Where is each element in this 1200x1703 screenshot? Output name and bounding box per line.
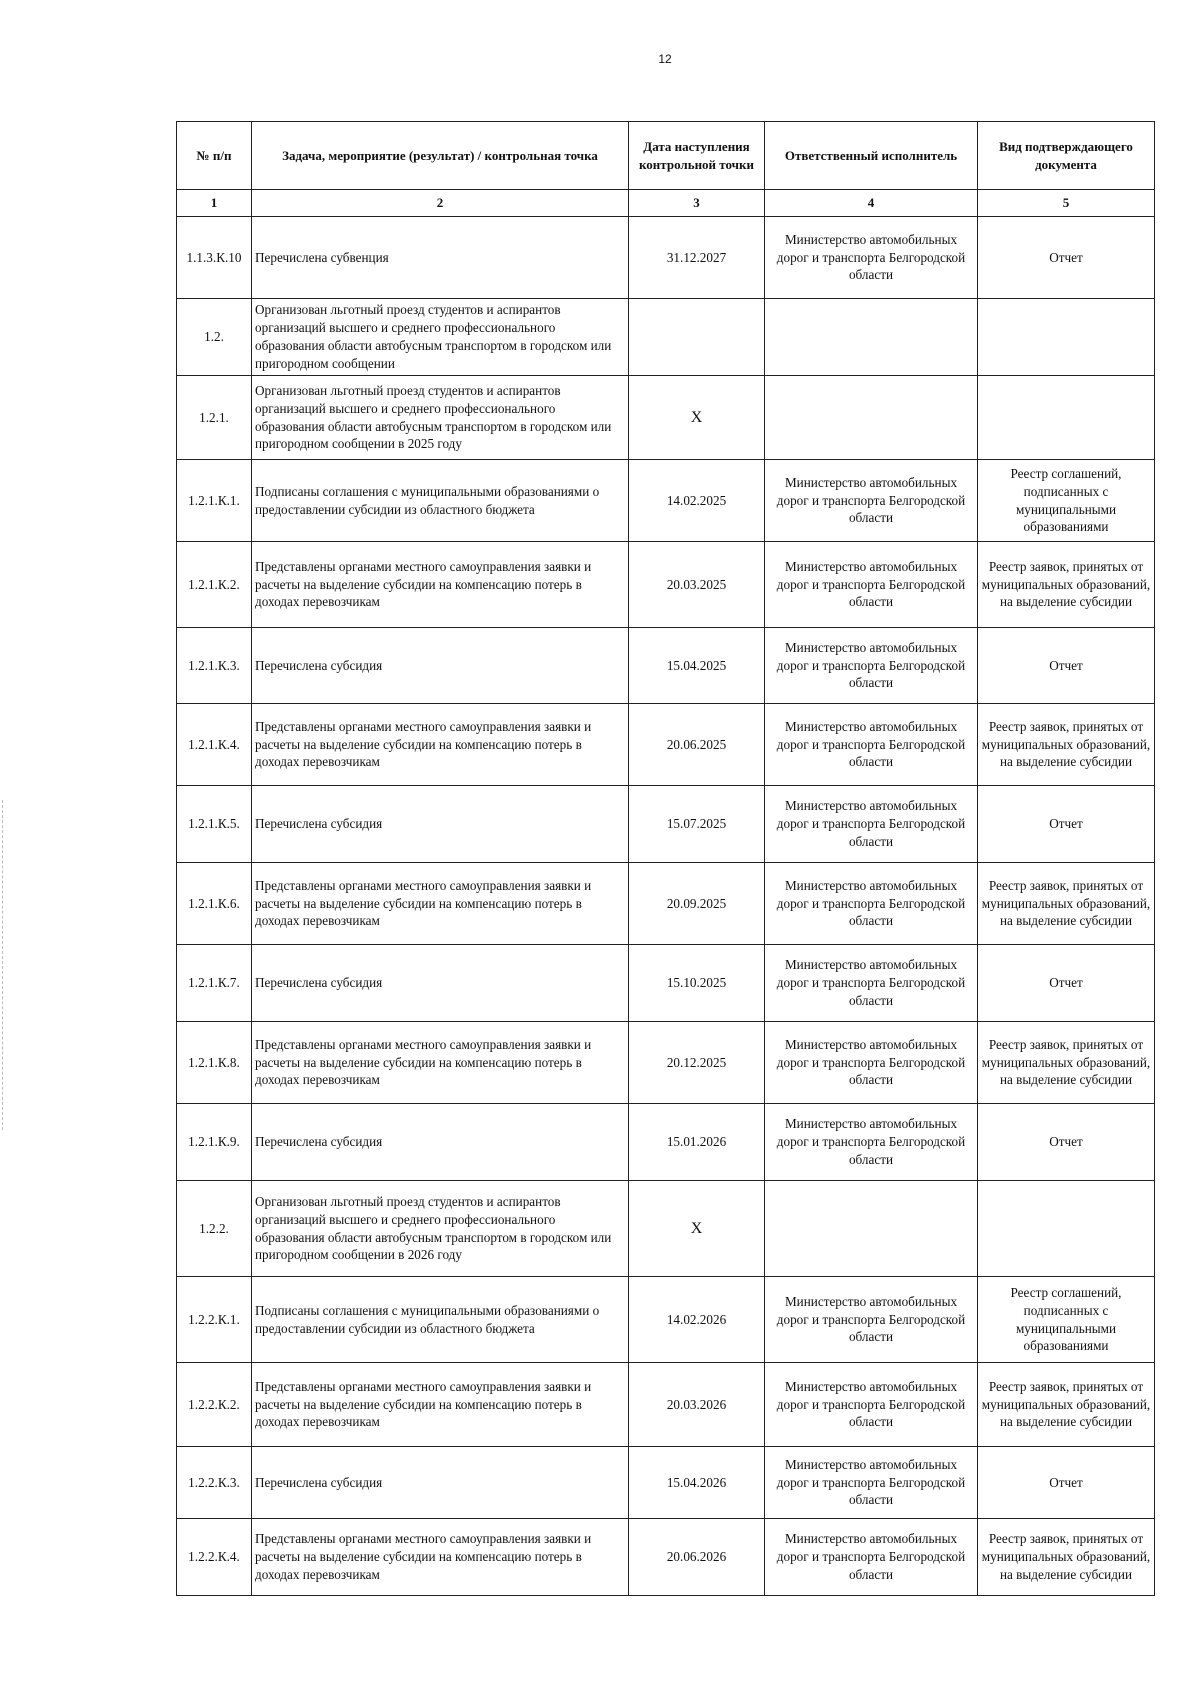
row-responsible: Министерство автомобильных дорог и транспорта Белгородской области <box>765 217 978 299</box>
row-date: X <box>629 376 765 460</box>
column-index: 3 <box>629 190 765 217</box>
row-number: 1.2.1.К.2. <box>177 542 252 628</box>
row-number: 1.2.1.К.9. <box>177 1104 252 1181</box>
row-date: 20.12.2025 <box>629 1022 765 1104</box>
row-document: Реестр заявок, принятых от муниципальных образований, на выделение субсидии <box>978 704 1155 786</box>
row-responsible: Министерство автомобильных дорог и транспорта Белгородской области <box>765 542 978 628</box>
row-date: 14.02.2025 <box>629 460 765 542</box>
page-number: 12 <box>658 52 672 66</box>
row-document: Реестр заявок, принятых от муниципальных образований, на выделение субсидии <box>978 542 1155 628</box>
row-date: 15.04.2026 <box>629 1447 765 1519</box>
table-row <box>177 376 1155 460</box>
row-document: Отчет <box>978 786 1155 863</box>
row-responsible: Министерство автомобильных дорог и транспорта Белгородской области <box>765 704 978 786</box>
row-date: 20.06.2026 <box>629 1519 765 1596</box>
row-responsible: Министерство автомобильных дорог и транспорта Белгородской области <box>765 1104 978 1181</box>
row-responsible: Министерство автомобильных дорог и транспорта Белгородской области <box>765 786 978 863</box>
table-row <box>177 945 1155 1022</box>
row-date: 20.03.2025 <box>629 542 765 628</box>
row-responsible <box>765 299 978 376</box>
row-date: 15.04.2025 <box>629 628 765 704</box>
row-number: 1.1.3.К.10 <box>177 217 252 299</box>
table-row <box>177 863 1155 945</box>
row-task: Перечислена субсидия <box>252 1447 629 1519</box>
table-row <box>177 542 1155 628</box>
control-points-table <box>176 121 1155 1596</box>
table-row <box>177 1519 1155 1596</box>
row-task: Перечислена субсидия <box>252 628 629 704</box>
row-document: Реестр заявок, принятых от муниципальных образований, на выделение субсидии <box>978 863 1155 945</box>
row-number: 1.2.2. <box>177 1181 252 1277</box>
row-number: 1.2.1. <box>177 376 252 460</box>
row-responsible: Министерство автомобильных дорог и транспорта Белгородской области <box>765 1447 978 1519</box>
row-number: 1.2.1.К.6. <box>177 863 252 945</box>
row-date: 15.07.2025 <box>629 786 765 863</box>
row-document: Отчет <box>978 945 1155 1022</box>
row-number: 1.2.2.К.4. <box>177 1519 252 1596</box>
table-row <box>177 1363 1155 1447</box>
table-header-row <box>177 122 1155 190</box>
row-task: Представлены органами местного самоуправления заявки и расчеты на выделение субсидии на компенсацию потерь в доходах перевозчикам <box>252 1519 629 1596</box>
row-document: Отчет <box>978 628 1155 704</box>
table-row <box>177 460 1155 542</box>
row-responsible: Министерство автомобильных дорог и транспорта Белгородской области <box>765 1363 978 1447</box>
row-task: Перечислена субсидия <box>252 945 629 1022</box>
row-document: Отчет <box>978 1447 1155 1519</box>
row-date: 20.06.2025 <box>629 704 765 786</box>
row-responsible <box>765 1181 978 1277</box>
row-task: Организован льготный проезд студентов и аспирантов организаций высшего и среднего профессионального образования области автобусным транспортом в городском или пригородном сообщении в 2026 году <box>252 1181 629 1277</box>
row-responsible: Министерство автомобильных дорог и транспорта Белгородской области <box>765 1022 978 1104</box>
row-number: 1.2.2.К.3. <box>177 1447 252 1519</box>
row-number: 1.2.1.К.7. <box>177 945 252 1022</box>
row-task: Подписаны соглашения с муниципальными образованиями о предоставлении субсидии из областного бюджета <box>252 460 629 542</box>
table-row <box>177 217 1155 299</box>
row-document <box>978 299 1155 376</box>
row-document: Реестр заявок, принятых от муниципальных образований, на выделение субсидии <box>978 1022 1155 1104</box>
row-document: Реестр соглашений, подписанных с муниципальными образованиями <box>978 1277 1155 1363</box>
table-row <box>177 704 1155 786</box>
table-row <box>177 1181 1155 1277</box>
row-task: Перечислена субвенция <box>252 217 629 299</box>
row-task: Перечислена субсидия <box>252 786 629 863</box>
column-index: 5 <box>978 190 1155 217</box>
table-row <box>177 299 1155 376</box>
row-number: 1.2.1.К.5. <box>177 786 252 863</box>
row-document: Реестр заявок, принятых от муниципальных образований, на выделение субсидии <box>978 1519 1155 1596</box>
row-task: Представлены органами местного самоуправления заявки и расчеты на выделение субсидии на компенсацию потерь в доходах перевозчикам <box>252 1363 629 1447</box>
row-responsible: Министерство автомобильных дорог и транспорта Белгородской области <box>765 1519 978 1596</box>
row-responsible: Министерство автомобильных дорог и транспорта Белгородской области <box>765 628 978 704</box>
column-index-row <box>177 190 1155 217</box>
row-document <box>978 1181 1155 1277</box>
header-responsible: Ответственный исполнитель <box>765 122 978 190</box>
row-task: Подписаны соглашения с муниципальными образованиями о предоставлении субсидии из областного бюджета <box>252 1277 629 1363</box>
column-index: 2 <box>252 190 629 217</box>
row-document: Реестр заявок, принятых от муниципальных образований, на выделение субсидии <box>978 1363 1155 1447</box>
row-date: 15.01.2026 <box>629 1104 765 1181</box>
table-row <box>177 1277 1155 1363</box>
table-row <box>177 1447 1155 1519</box>
row-document: Отчет <box>978 1104 1155 1181</box>
row-date: 14.02.2026 <box>629 1277 765 1363</box>
row-responsible: Министерство автомобильных дорог и транспорта Белгородской области <box>765 1277 978 1363</box>
header-date: Дата наступления контрольной точки <box>629 122 765 190</box>
row-number: 1.2.1.К.3. <box>177 628 252 704</box>
row-date: X <box>629 1181 765 1277</box>
row-task: Представлены органами местного самоуправления заявки и расчеты на выделение субсидии на компенсацию потерь в доходах перевозчикам <box>252 704 629 786</box>
row-date: 31.12.2027 <box>629 217 765 299</box>
row-number: 1.2.2.К.1. <box>177 1277 252 1363</box>
header-number: № п/п <box>177 122 252 190</box>
row-task: Представлены органами местного самоуправления заявки и расчеты на выделение субсидии на компенсацию потерь в доходах перевозчикам <box>252 863 629 945</box>
row-number: 1.2.1.К.4. <box>177 704 252 786</box>
row-document: Отчет <box>978 217 1155 299</box>
row-task: Представлены органами местного самоуправления заявки и расчеты на выделение субсидии на компенсацию потерь в доходах перевозчикам <box>252 1022 629 1104</box>
row-date: 20.09.2025 <box>629 863 765 945</box>
row-number: 1.2. <box>177 299 252 376</box>
column-index: 1 <box>177 190 252 217</box>
row-responsible: Министерство автомобильных дорог и транспорта Белгородской области <box>765 863 978 945</box>
row-date: 15.10.2025 <box>629 945 765 1022</box>
column-index: 4 <box>765 190 978 217</box>
row-task: Представлены органами местного самоуправления заявки и расчеты на выделение субсидии на компенсацию потерь в доходах перевозчикам <box>252 542 629 628</box>
row-document: Реестр соглашений, подписанных с муниципальными образованиями <box>978 460 1155 542</box>
row-responsible: Министерство автомобильных дорог и транспорта Белгородской области <box>765 945 978 1022</box>
row-date <box>629 299 765 376</box>
row-task: Организован льготный проезд студентов и аспирантов организаций высшего и среднего профессионального образования области автобусным транспортом в городском или пригородном сообщении <box>252 299 629 376</box>
row-number: 1.2.2.К.2. <box>177 1363 252 1447</box>
row-responsible <box>765 376 978 460</box>
table-row <box>177 1022 1155 1104</box>
row-date: 20.03.2026 <box>629 1363 765 1447</box>
scan-edge-mark <box>2 800 4 1130</box>
row-responsible: Министерство автомобильных дорог и транспорта Белгородской области <box>765 460 978 542</box>
row-number: 1.2.1.К.8. <box>177 1022 252 1104</box>
table-body <box>177 217 1155 1596</box>
table-row <box>177 1104 1155 1181</box>
row-document <box>978 376 1155 460</box>
table-row <box>177 786 1155 863</box>
table-row <box>177 628 1155 704</box>
row-number: 1.2.1.К.1. <box>177 460 252 542</box>
header-document: Вид подтверждающего документа <box>978 122 1155 190</box>
row-task: Перечислена субсидия <box>252 1104 629 1181</box>
header-task: Задача, мероприятие (результат) / контрольная точка <box>252 122 629 190</box>
row-task: Организован льготный проезд студентов и аспирантов организаций высшего и среднего профессионального образования области автобусным транспортом в городском или пригородном сообщении в 2025 году <box>252 376 629 460</box>
